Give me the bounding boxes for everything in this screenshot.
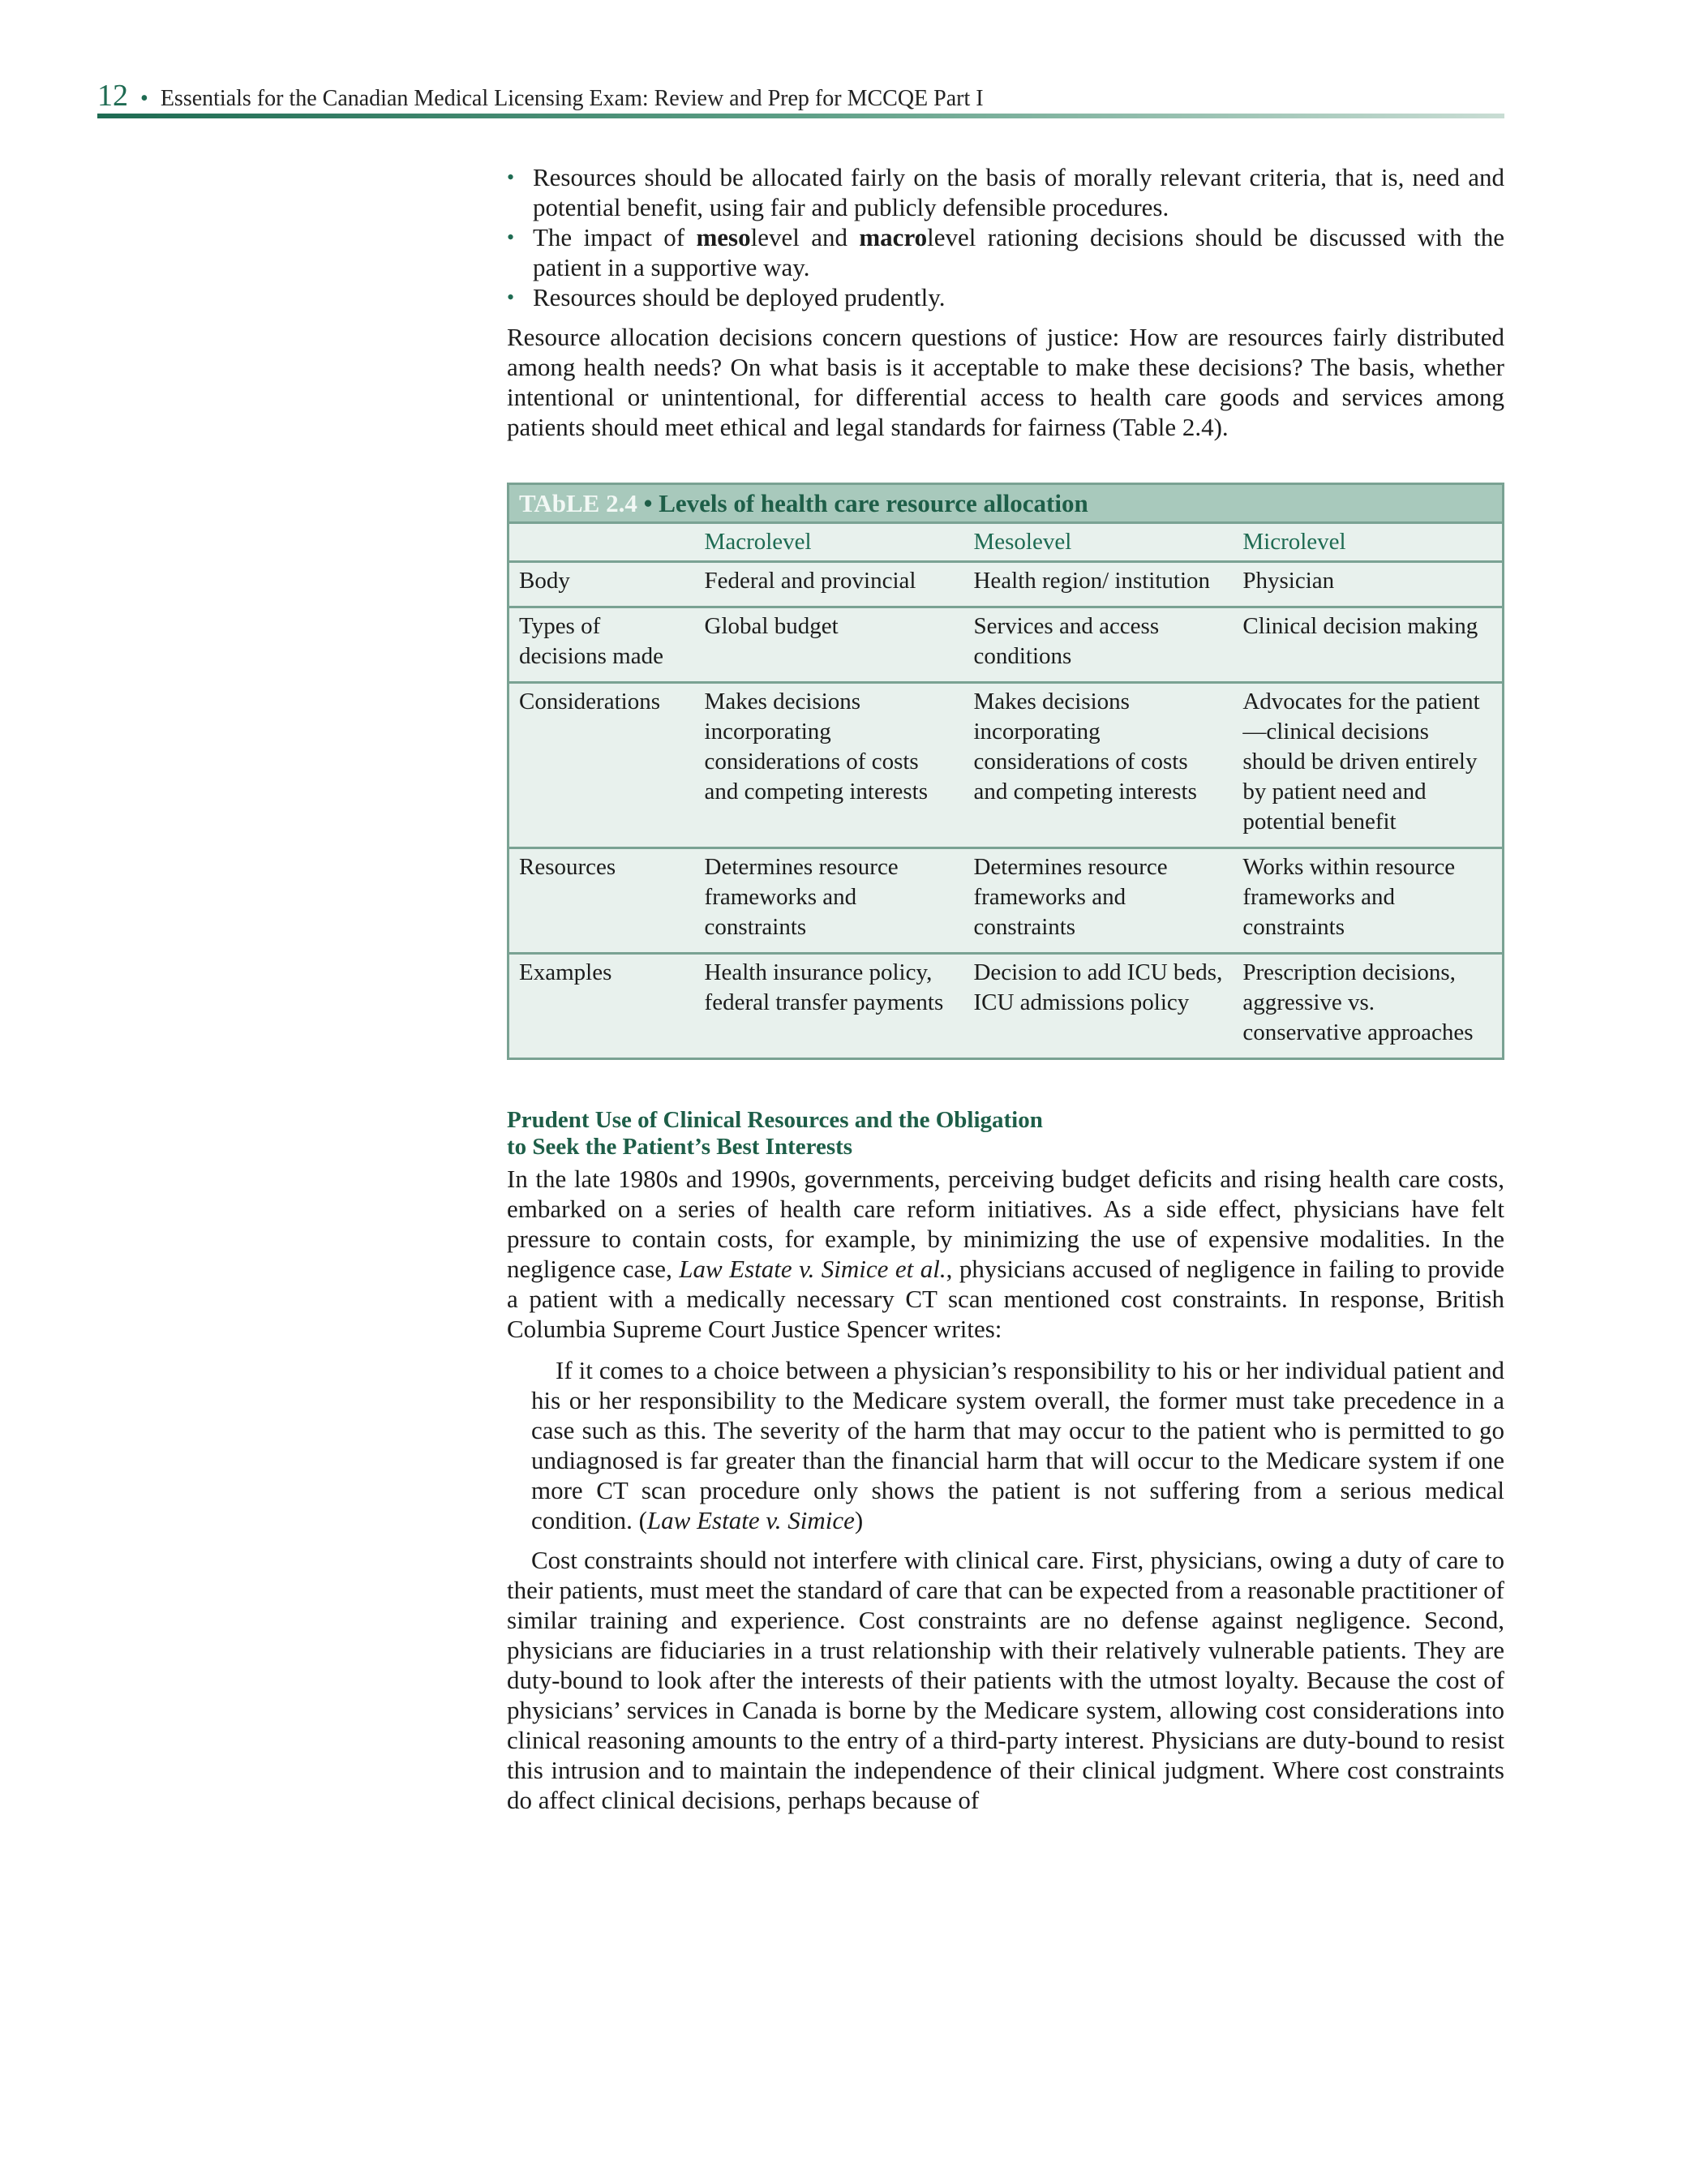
table-row xyxy=(508,954,1504,1059)
bullet-item: • Resources should be allocated fairly on the basis of morally relevant criteria, that is, need and potential benefit, using fair and publicly defensible procedures. xyxy=(507,162,1504,222)
paragraph: Cost constraints should not interfere with clinical care. First, physicians, owing a duty of care to their patients, must meet the standard of care that can be expected from a reasonable practitioner of similar training and experience. Cost constraints are no defense against negligence. Second, physicians are fiduciaries in a trust relationship with their relatively vulnerable patients. They are duty-bound to look after the interests of their patients with the utmost loyalty. Because the cost of physicians’ services in Canada is borne by the Medicare system, allowing cost considerations into clinical reasoning amounts to the entry of a third-party interest. Physicians are duty-bound to resist this intrusion and to maintain the independence of their clinical judgment. Where cost constraints do affect clinical decisions, perhaps because of xyxy=(507,1546,1504,1814)
table-caption xyxy=(507,483,1504,521)
bullet-item: • Resources should be deployed prudently. xyxy=(507,282,1504,312)
row-label: Considerations xyxy=(508,683,695,848)
block-quote: If it comes to a choice between a physician’s responsibility to his or her individual patient and his or her responsibility to the Medicare system overall, the former must take precedence in a case such as this. The severity of the harm that may occur to the patient who is permitted to go undiagnosed is far greater than the financial harm that will occur to the Medicare system if one more CT scan procedure only shows the patient is not suffering from a serious medical condition. (Law Estate v. Simice) xyxy=(531,1356,1504,1534)
table-cell: Works within resource frameworks and constraints xyxy=(1233,848,1503,954)
table-cell: Determines resource frameworks and constraints xyxy=(695,848,964,954)
header-separator: • xyxy=(140,86,148,111)
table-cell: Decision to add ICU beds, ICU admissions policy xyxy=(963,954,1233,1059)
table-cell: Global budget xyxy=(695,607,964,683)
table-cell: Health insurance policy, federal transfer payments xyxy=(695,954,964,1059)
table-header-row xyxy=(508,523,1504,562)
table-row xyxy=(508,607,1504,683)
table-row xyxy=(508,562,1504,607)
row-label: Examples xyxy=(508,954,695,1059)
bold-term-meso: meso xyxy=(696,223,751,251)
running-header xyxy=(97,78,1504,114)
table-cell: Services and access conditions xyxy=(963,607,1233,683)
table-cell: Health region/ institution xyxy=(963,562,1233,607)
table-cell: Federal and provincial xyxy=(695,562,964,607)
main-content xyxy=(507,162,1504,1815)
column-header: Mesolevel xyxy=(963,523,1233,562)
paragraph: Resource allocation decisions concern questions of justice: How are resources fairly distributed among health needs? On what basis is it acceptable to make these decisions? The basis, whether intentional or unintentional, for differential access to health care goods and services among patients should meet ethical and legal standards for fairness (Table 2.4). xyxy=(507,323,1504,441)
row-label: Resources xyxy=(508,848,695,954)
table-cell: Makes decisions incorporating considerations of costs and competing interests xyxy=(963,683,1233,848)
table-title: Levels of health care resource allocation xyxy=(659,489,1088,517)
bold-term-macro: macro xyxy=(859,223,928,251)
table-cell: Prescription decisions, aggressive vs. conservative approaches xyxy=(1233,954,1503,1059)
table-cell: Determines resource frameworks and constraints xyxy=(963,848,1233,954)
page-number: 12 xyxy=(97,79,128,113)
table-container xyxy=(507,483,1504,1060)
paragraph: In the late 1980s and 1990s, governments, perceiving budget deficits and rising health care costs, embarked on a series of health care reform initiatives. As a side effect, physicians have felt pressure to contain costs, for example, by minimizing the use of expensive modalities. In the negligence case, Law Estate v. Simice et al., physicians accused of negligence in failing to provide a patient with a medically necessary CT scan mentioned cost constraints. In response, British Columbia Supreme Court Justice Spencer writes: xyxy=(507,1165,1504,1343)
column-header: Macrolevel xyxy=(695,523,964,562)
table-row xyxy=(508,683,1504,848)
bullet-item: • The impact of mesolevel and macrolevel rationing decisions should be discussed with the patient in a supportive way. xyxy=(507,222,1504,282)
table-number: TAbLE 2.4 xyxy=(519,489,637,517)
resource-allocation-table xyxy=(507,483,1504,1060)
case-citation: Law Estate v. Simice xyxy=(646,1506,855,1534)
bullet-list xyxy=(507,162,1504,312)
caption-bullet: • xyxy=(643,489,653,517)
table-cell: Advocates for the patient—clinical decisions should be driven entirely by patient need and potential benefit xyxy=(1233,683,1503,848)
header-rule xyxy=(97,114,1504,118)
section-heading: Prudent Use of Clinical Resources and the Obligation to Seek the Patient’s Best Interests xyxy=(507,1107,1043,1160)
running-title: Essentials for the Canadian Medical Licensing Exam: Review and Prep for MCCQE Part I xyxy=(160,86,984,111)
column-header xyxy=(508,523,695,562)
row-label: Types of decisions made xyxy=(508,607,695,683)
case-citation: Law Estate v. Simice et al. xyxy=(679,1255,946,1283)
table-cell: Physician xyxy=(1233,562,1503,607)
row-label: Body xyxy=(508,562,695,607)
table-cell: Makes decisions incorporating considerations of costs and competing interests xyxy=(695,683,964,848)
table-row xyxy=(508,848,1504,954)
table-cell: Clinical decision making xyxy=(1233,607,1503,683)
column-header: Microlevel xyxy=(1233,523,1503,562)
